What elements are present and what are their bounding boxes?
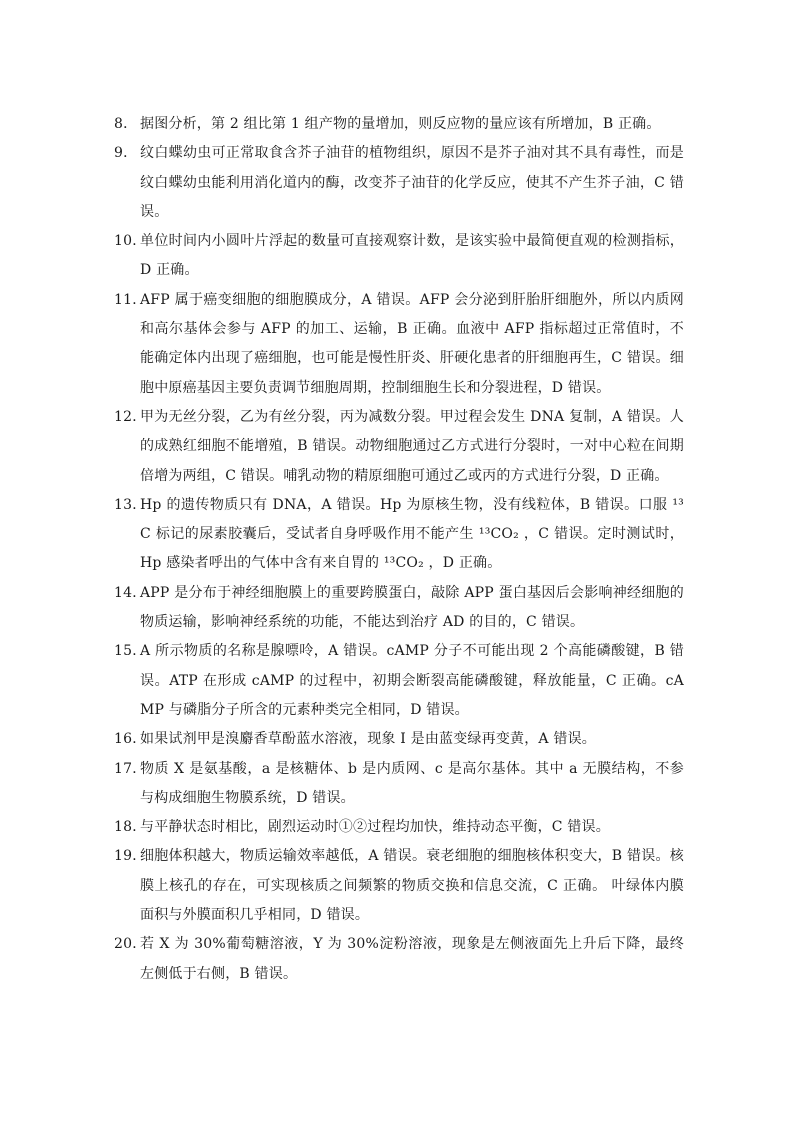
item-number: 18． bbox=[114, 819, 147, 836]
item-number: 14． bbox=[114, 584, 147, 601]
item-number: 12． bbox=[114, 408, 147, 425]
item-text: AFP 属于癌变细胞的细胞膜成分，A 错误。AFP 会分泌到肝胎肝细胞外，所以内质网和高尔基体会参与 AFP 的加工、运输，B 正确。血液中 AFP 指标超过正常值时，不能确定体内出现了癌细胞，也可能是慢性肝炎、肝硬化患者的肝细胞再生，C 错误。细胞中原癌基因主要负责调节细胞周期，控制细胞生长和分裂进程，D 错误。 bbox=[140, 291, 684, 396]
item-text: Hp 的遗传物质只有 DNA，A 错误。Hp 为原核生物，没有线粒体，B 错误。口服 ¹³C 标记的尿素胶囊后，受试者自身呼吸作用不能产生 ¹³CO₂ ，C 错误。定时测试时，Hp 感染者呼出的气体中含有来自胃的 ¹³CO₂ ，D 正确。 bbox=[140, 496, 684, 572]
item-text: 物质 X 是氨基酸，a 是核糖体、b 是内质网、c 是高尔基体。其中 a 无膜结构，不参与构成细胞生物膜系统，D 错误。 bbox=[140, 760, 684, 806]
item-number: 17． bbox=[114, 760, 147, 777]
item-text: A 所示物质的名称是腺嘌呤，A 错误。cAMP 分子不可能出现 2 个高能磷酸键，B 错误。ATP 在形成 cAMP 的过程中，初期会断裂高能磷酸键，释放能量，C 正确。cAMP 与磷脂分子所含的元素种类完全相同，D 错误。 bbox=[140, 643, 684, 718]
item-number: 8． bbox=[114, 116, 138, 132]
answer-item-11 bbox=[114, 286, 684, 403]
item-text: 若 X 为 30%葡萄糖溶液，Y 为 30%淀粉溶液，现象是左侧液面先上升后下降，最终左侧低于右侧，B 错误。 bbox=[140, 936, 684, 982]
answer-item-14 bbox=[114, 579, 684, 638]
item-text: 单位时间内小圆叶片浮起的数量可直接观察计数，是该实验中最简便直观的检测指标，D 正确。 bbox=[140, 233, 684, 279]
item-text: 据图分析，第 2 组比第 1 组产物的量增加，则反应物的量应该有所增加，B 正确。 bbox=[140, 116, 661, 132]
item-number: 20． bbox=[114, 936, 147, 953]
answer-item-17 bbox=[114, 755, 684, 814]
item-number: 11． bbox=[114, 291, 147, 308]
item-text: 细胞体积越大，物质运输效率越低，A 错误。衰老细胞的细胞核体积变大，B 错误。核膜上核孔的存在，可实现核质之间频繁的物质交换和信息交流，C 正确。 叶绿体内膜面积与外膜面积几乎相同，D 错误。 bbox=[140, 848, 684, 924]
answer-list bbox=[114, 110, 684, 989]
answer-item-15 bbox=[114, 637, 684, 725]
item-number: 19． bbox=[114, 848, 147, 865]
item-number: 13． bbox=[114, 496, 147, 513]
answer-item-19 bbox=[114, 842, 684, 930]
item-text: APP 是分布于神经细胞膜上的重要跨膜蛋白，敲除 APP 蛋白基因后会影响神经细胞的物质运输，影响神经系统的功能，不能达到治疗 AD 的目的，C 错误。 bbox=[140, 584, 684, 631]
item-text: 甲为无丝分裂，乙为有丝分裂，丙为减数分裂。甲过程会发生 DNA 复制，A 错误。人的成熟红细胞不能增殖，B 错误。动物细胞通过乙方式进行分裂时，一对中心粒在间期倍增为两组，C 错误。哺乳动物的精原细胞可通过乙或丙的方式进行分裂，D 正确。 bbox=[140, 408, 684, 484]
item-number: 15． bbox=[114, 643, 147, 660]
answer-item-8 bbox=[114, 110, 684, 139]
answer-item-12 bbox=[114, 403, 684, 491]
item-number: 9． bbox=[114, 145, 138, 162]
answer-item-20 bbox=[114, 930, 684, 989]
item-text: 与平静状态时相比，剧烈运动时①②过程均加快，维持动态平衡，C 错误。 bbox=[140, 819, 610, 836]
answer-item-18 bbox=[114, 813, 684, 842]
answer-item-10 bbox=[114, 227, 684, 286]
answer-item-9 bbox=[114, 139, 684, 227]
answer-item-16 bbox=[114, 725, 684, 754]
item-text: 纹白蝶幼虫可正常取食含芥子油苷的植物组织，原因不是芥子油对其不具有毒性，而是纹白蝶幼虫能利用消化道内的酶，改变芥子油苷的化学反应，使其不产生芥子油，C 错误。 bbox=[140, 145, 684, 220]
answer-item-13 bbox=[114, 491, 684, 579]
item-number: 10． bbox=[114, 233, 147, 250]
item-number: 16． bbox=[114, 731, 147, 748]
item-text: 如果试剂甲是溴麝香草酚蓝水溶液，现象 I 是由蓝变绿再变黄，A 错误。 bbox=[140, 731, 596, 748]
